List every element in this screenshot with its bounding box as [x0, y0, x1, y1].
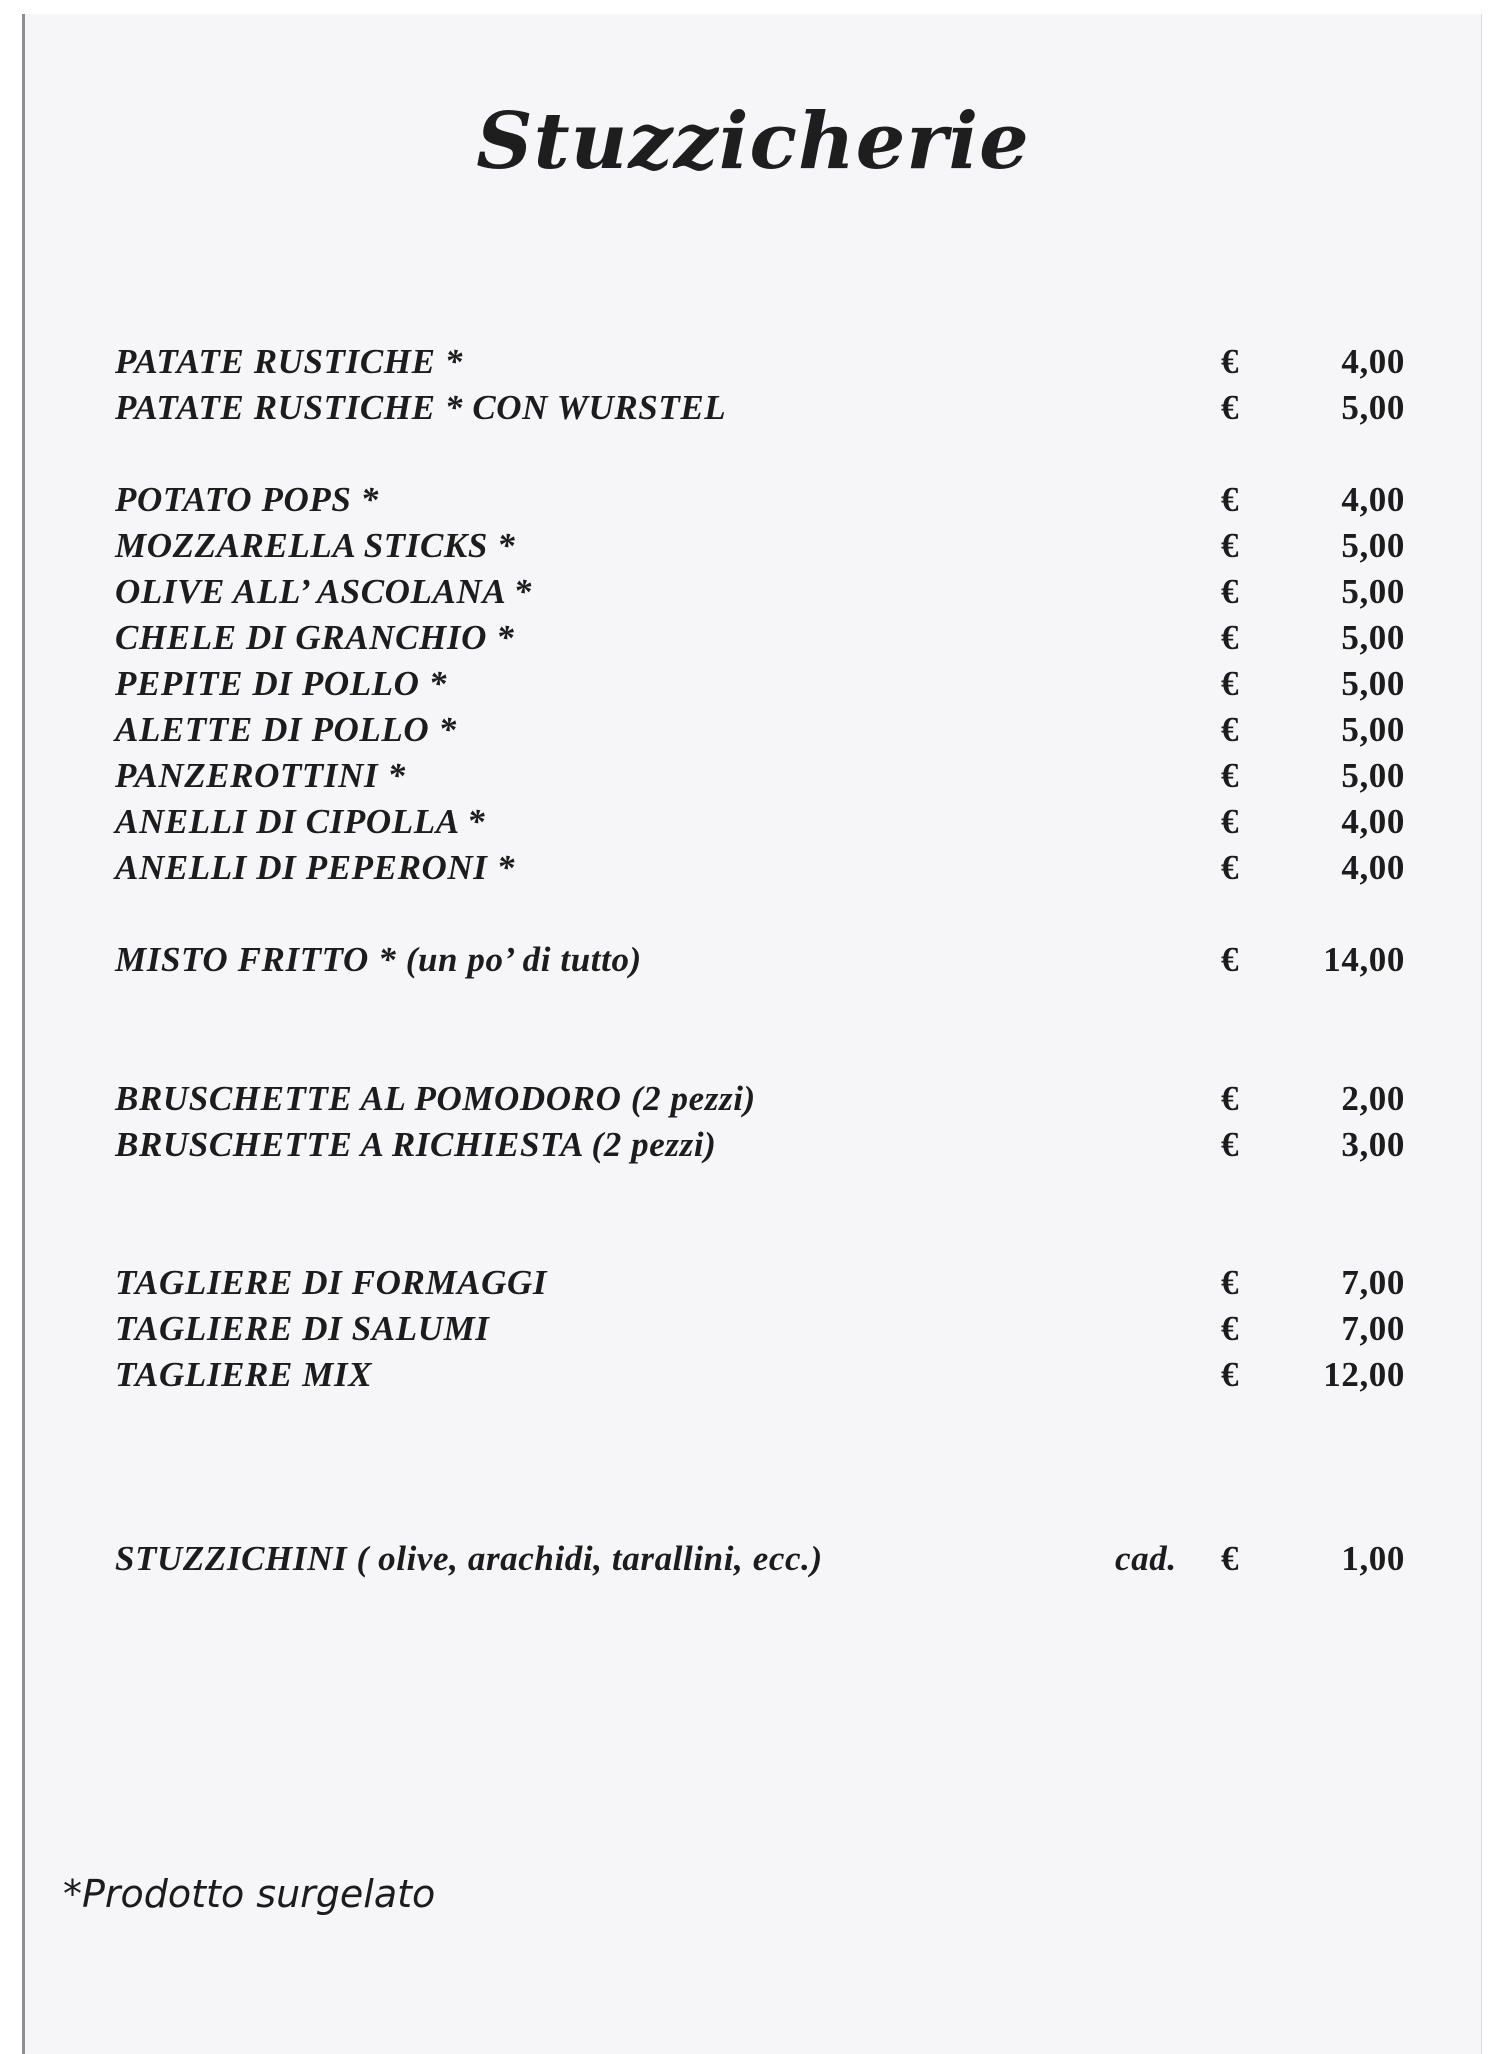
item-currency: €: [1221, 526, 1240, 565]
menu-item: [115, 848, 1405, 888]
item-unit: cad.: [1115, 1539, 1177, 1578]
menu-item: [115, 480, 1405, 520]
item-price: 5,00: [1341, 710, 1405, 749]
item-price: 7,00: [1341, 1263, 1405, 1302]
menu-item: [115, 1079, 1405, 1119]
item-currency: €: [1221, 848, 1240, 887]
item-price: 5,00: [1341, 756, 1405, 795]
item-name: BRUSCHETTE AL POMODORO (2 pezzi): [115, 1079, 756, 1118]
menu-item: [115, 940, 1405, 980]
menu-item: [115, 1355, 1405, 1395]
item-price: 4,00: [1341, 848, 1405, 887]
menu-item: [115, 1539, 1405, 1579]
item-currency: €: [1221, 388, 1240, 427]
item-price: 2,00: [1341, 1079, 1405, 1118]
menu-item: [115, 802, 1405, 842]
item-currency: €: [1221, 1263, 1240, 1302]
menu-item: [115, 710, 1405, 750]
item-currency: €: [1221, 1309, 1240, 1348]
item-price: 4,00: [1341, 802, 1405, 841]
item-name: ANELLI DI PEPERONI *: [115, 848, 515, 887]
item-currency: €: [1221, 480, 1240, 519]
item-currency: €: [1221, 1355, 1240, 1394]
item-name: TAGLIERE DI FORMAGGI: [115, 1263, 548, 1302]
item-price: 7,00: [1341, 1309, 1405, 1348]
item-currency: €: [1221, 342, 1240, 381]
item-name: OLIVE ALL’ ASCOLANA *: [115, 572, 532, 611]
item-currency: €: [1221, 756, 1240, 795]
item-price: 5,00: [1341, 664, 1405, 703]
item-price: 5,00: [1341, 526, 1405, 565]
item-currency: €: [1221, 710, 1240, 749]
item-price: 3,00: [1341, 1125, 1405, 1164]
menu-item: [115, 342, 1405, 382]
item-currency: €: [1221, 940, 1240, 979]
menu-item: [115, 618, 1405, 658]
item-name: CHELE DI GRANCHIO *: [115, 618, 515, 657]
menu-item: [115, 388, 1405, 428]
item-name: MISTO FRITTO * (un po’ di tutto): [115, 940, 642, 979]
menu-item: [115, 1125, 1405, 1165]
item-price: 4,00: [1341, 480, 1405, 519]
item-price: 12,00: [1323, 1355, 1405, 1394]
item-name: STUZZICHINI ( olive, arachidi, tarallini, ecc.): [115, 1539, 823, 1578]
item-currency: €: [1221, 1539, 1240, 1578]
item-name: PATATE RUSTICHE *: [115, 342, 463, 381]
menu-item: [115, 1309, 1405, 1349]
item-name: ALETTE DI POLLO *: [115, 710, 457, 749]
item-price: 1,00: [1341, 1539, 1405, 1578]
menu-item: [115, 526, 1405, 566]
menu-item: [115, 572, 1405, 612]
item-name: PANZEROTTINI *: [115, 756, 406, 795]
item-currency: €: [1221, 802, 1240, 841]
item-name: BRUSCHETTE A RICHIESTA (2 pezzi): [115, 1125, 717, 1164]
item-name: TAGLIERE DI SALUMI: [115, 1309, 490, 1348]
item-name: PEPITE DI POLLO *: [115, 664, 447, 703]
menu-page: [22, 14, 1482, 2054]
item-currency: €: [1221, 1125, 1240, 1164]
item-price: 5,00: [1341, 618, 1405, 657]
item-currency: €: [1221, 664, 1240, 703]
item-name: TAGLIERE MIX: [115, 1355, 373, 1394]
item-price: 14,00: [1323, 940, 1405, 979]
menu-item: [115, 1263, 1405, 1303]
item-name: POTATO POPS *: [115, 480, 379, 519]
item-price: 5,00: [1341, 388, 1405, 427]
item-name: PATATE RUSTICHE * CON WURSTEL: [115, 388, 727, 427]
item-name: MOZZARELLA STICKS *: [115, 526, 516, 565]
menu-item: [115, 664, 1405, 704]
item-price: 4,00: [1341, 342, 1405, 381]
item-currency: €: [1221, 1079, 1240, 1118]
item-name: ANELLI DI CIPOLLA *: [115, 802, 486, 841]
page-title: Stuzzicherie: [476, 96, 1030, 187]
menu-item: [115, 756, 1405, 796]
item-price: 5,00: [1341, 572, 1405, 611]
item-currency: €: [1221, 572, 1240, 611]
frozen-product-footnote: *Prodotto surgelato: [63, 1872, 436, 1916]
item-currency: €: [1221, 618, 1240, 657]
